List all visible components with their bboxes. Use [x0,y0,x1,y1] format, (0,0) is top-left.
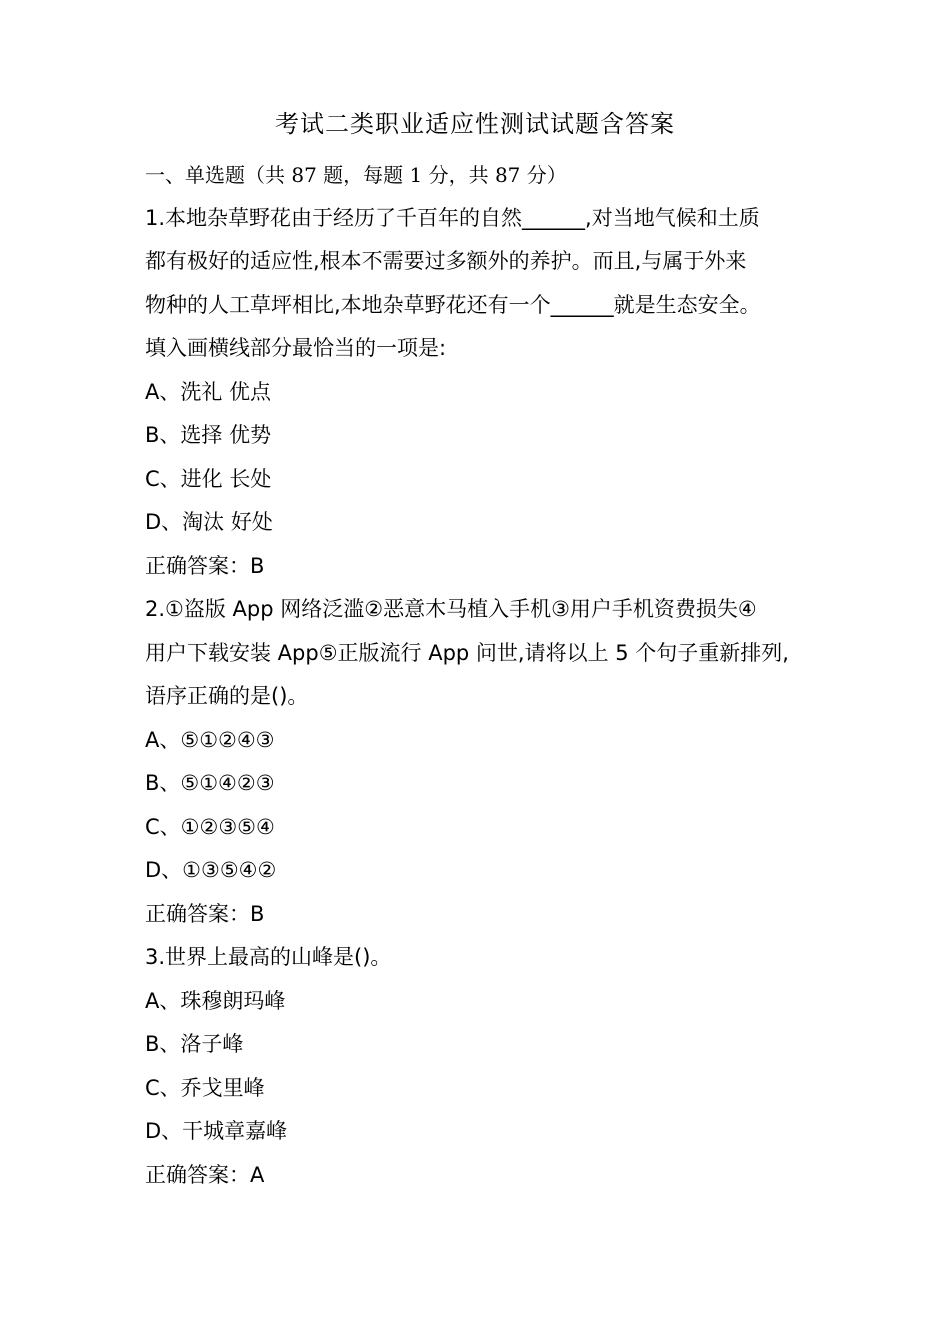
question-1-stem-line-1: 1.本地杂草野花由于经历了千百年的自然______,对当地气候和土质 [145,206,760,230]
question-1-option-d: D、淘汰 好处 [145,510,273,534]
question-2-stem-line-3: 语序正确的是()。 [145,684,309,708]
document-title: 考试二类职业适应性测试试题含答案 [275,110,675,138]
question-1-option-b: B、选择 优势 [145,423,272,447]
question-2-option-d: D、①③⑤④② [145,858,277,882]
question-3-answer: 正确答案：A [145,1163,265,1187]
question-1-stem-line-2: 都有极好的适应性,根本不需要过多额外的养护。而且,与属于外来 [145,249,747,273]
question-2-option-b: B、⑤①④②③ [145,771,275,795]
question-2-stem-line-1: 2.①盗版 App 网络泛滥②恶意木马植入手机③用户手机资费损失④ [145,597,757,621]
question-3-option-b: B、洛子峰 [145,1032,244,1056]
question-1-answer: 正确答案：B [145,554,265,578]
question-2-option-a: A、⑤①②④③ [145,728,275,752]
section-heading: 一、单选题（共 87 题，每题 1 分，共 87 分） [145,163,567,187]
question-1-option-a: A、洗礼 优点 [145,380,272,404]
question-1-option-c: C、进化 长处 [145,467,272,491]
question-2-answer: 正确答案：B [145,902,265,926]
question-3-option-c: C、乔戈里峰 [145,1076,265,1100]
question-1-stem-line-3: 物种的人工草坪相比,本地杂草野花还有一个______就是生态安全。 [145,293,761,317]
question-1-stem-line-4: 填入画横线部分最恰当的一项是: [145,336,447,360]
question-3-option-d: D、干城章嘉峰 [145,1119,288,1143]
question-3-stem-line-1: 3.世界上最高的山峰是()。 [145,945,392,969]
question-2-stem-line-2: 用户下载安装 App⑤正版流行 App 问世,请将以上 5 个句子重新排列, [145,641,789,665]
question-2-option-c: C、①②③⑤④ [145,815,275,839]
question-3-option-a: A、珠穆朗玛峰 [145,989,286,1013]
